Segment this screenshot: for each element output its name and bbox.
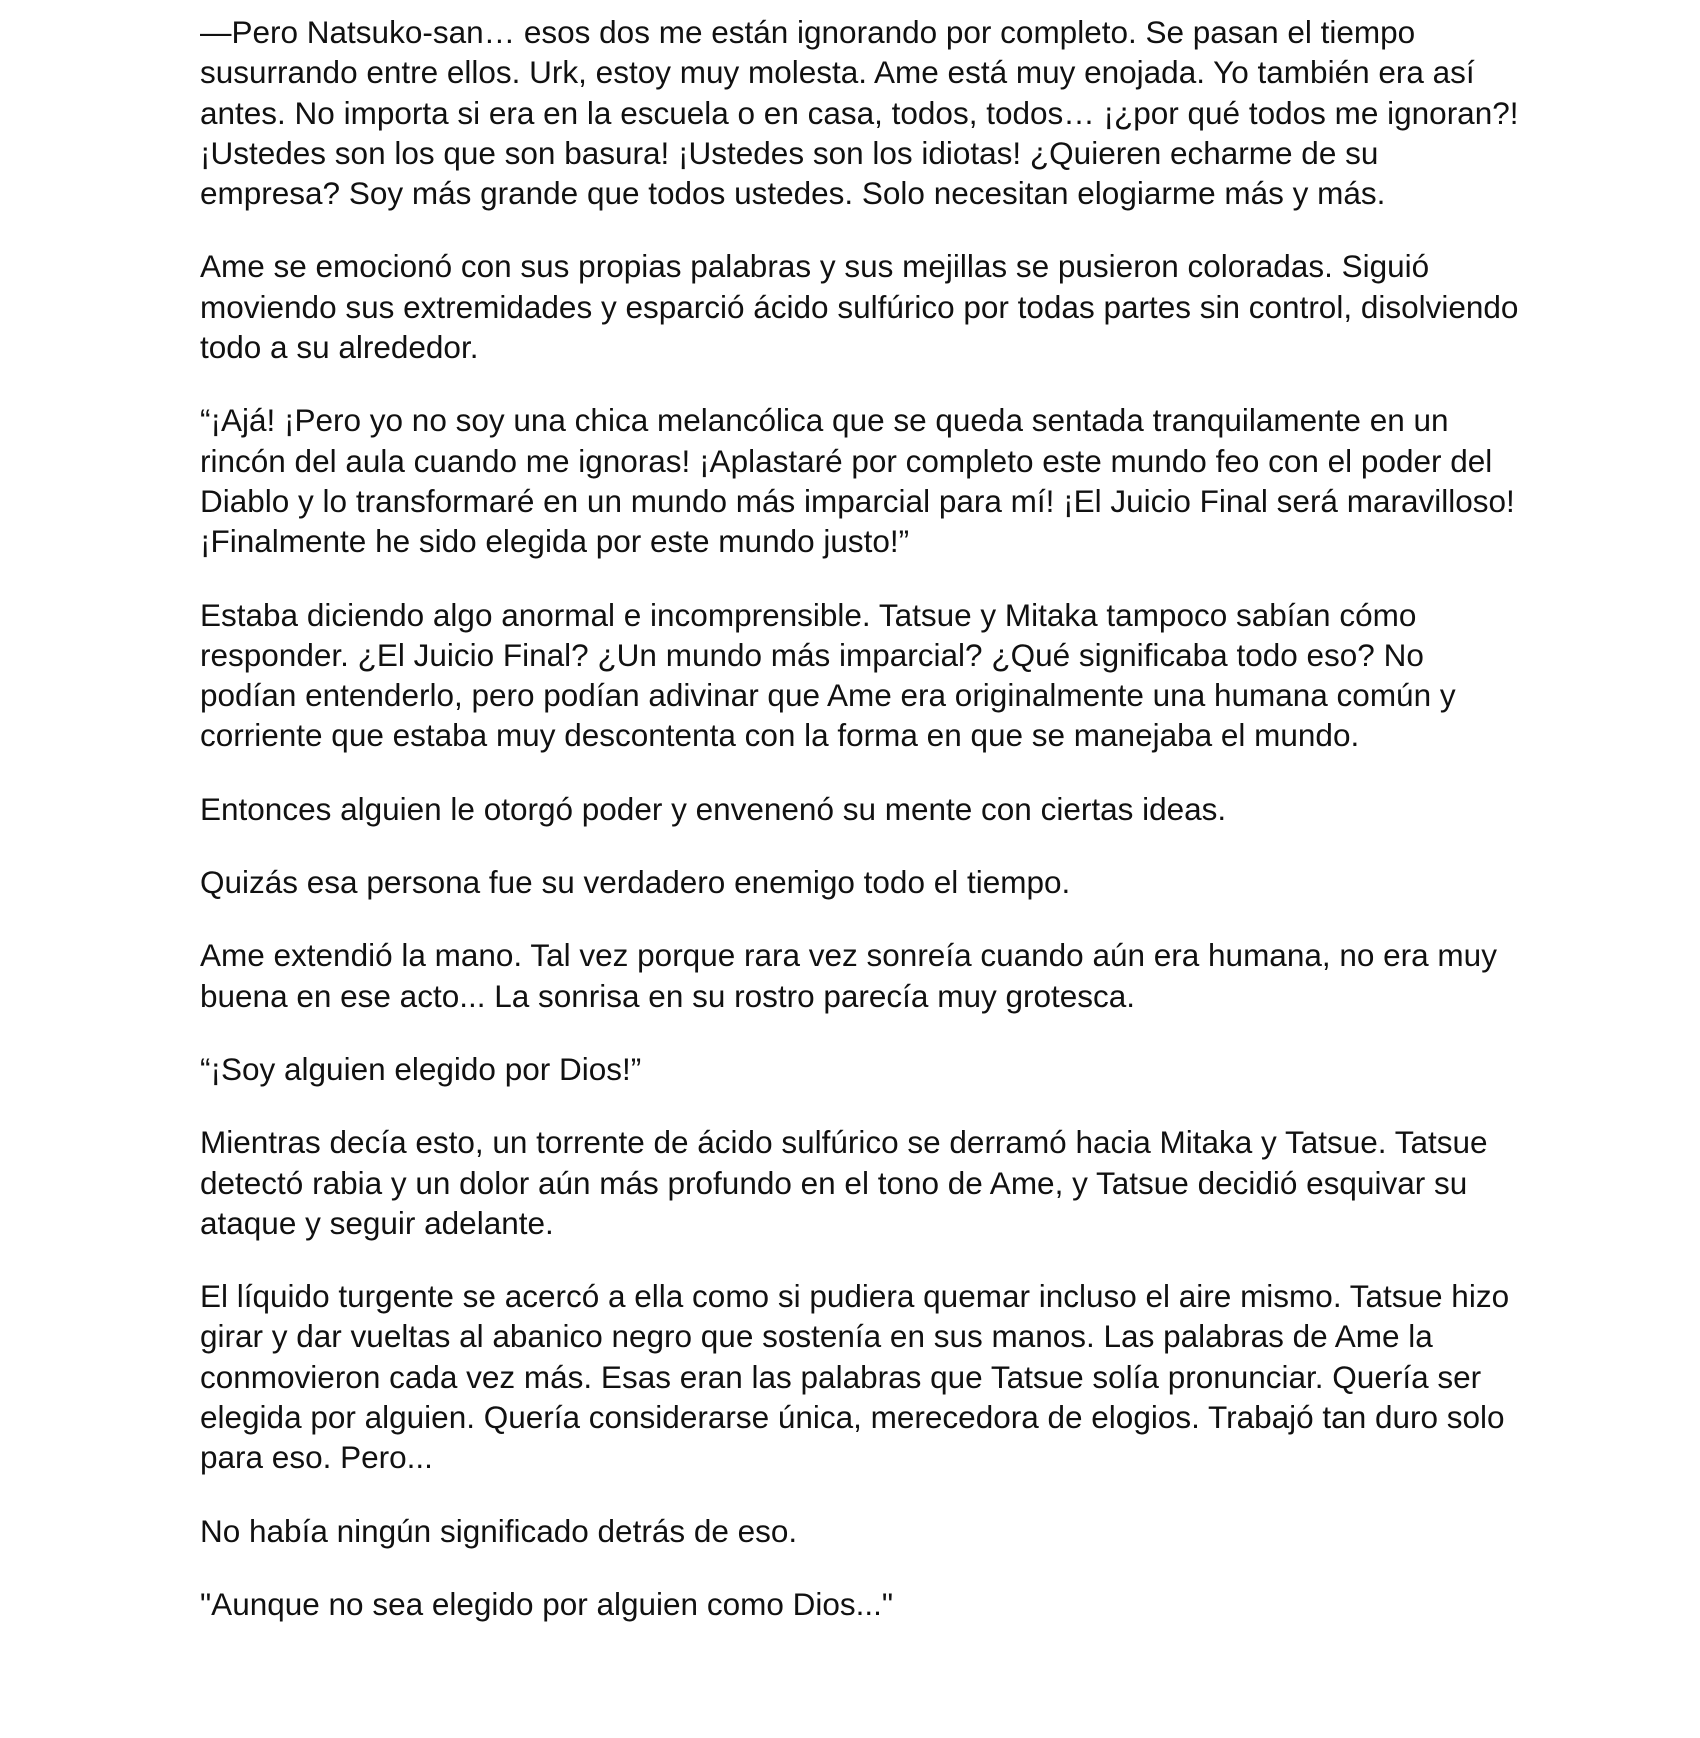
paragraph: Entonces alguien le otorgó poder y envenenó su mente con ciertas ideas. — [200, 790, 1227, 827]
paragraph: Quizás esa persona fue su verdadero enemigo todo el tiempo. — [200, 864, 1071, 901]
paragraph: No había ningún significado detrás de eso. — [200, 1512, 798, 1549]
paragraph: Ame se emocionó con sus propias palabras y sus mejillas se pusieron coloradas. Siguió moviendo sus extremidades y esparció ácido sulfúrico por todas partes sin control, disolviendo todo a su alrededor. — [200, 248, 1519, 366]
paragraph: Estaba diciendo algo anormal e incomprensible. Tatsue y Mitaka tampoco sabían cómo responder. ¿El Juicio Final? ¿Un mundo más imparcial? ¿Qué significaba todo eso? No podían entenderlo, pero podían adivinar que Ame era originalmente una humana común y corriente que estaba muy descontenta con la forma en que se manejaba el mundo. — [200, 596, 1456, 754]
paragraph: “¡Ajá! ¡Pero yo no soy una chica melancólica que se queda sentada tranquilamente en un rincón del aula cuando me ignoras! ¡Aplastaré por completo este mundo feo con el poder del Diablo y lo transformaré en un mundo más imparcial para mí! ¡El Juicio Final será maravilloso! ¡Finalmente he sido elegida por este mundo justo!” — [200, 402, 1515, 560]
paragraph: —Pero Natsuko-san… esos dos me están ignorando por completo. Se pasan el tiempo susurrando entre ellos. Urk, estoy muy molesta. Ame está muy enojada. Yo también era así antes. No importa si era en la escuela o en casa, todos, todos… ¡¿por qué todos me ignoran?! ¡Ustedes son los que son basura! ¡Ustedes son los idiotas! ¿Quieren echarme de su empresa? Soy más grande que todos ustedes. Solo necesitan elogiarme más y más. — [200, 14, 1519, 212]
document-body — [200, 12, 1520, 1657]
paragraph: Ame extendió la mano. Tal vez porque rara vez sonreía cuando aún era humana, no era muy buena en ese acto... La sonrisa en su rostro parecía muy grotesca. — [200, 937, 1497, 1014]
paragraph: "Aunque no sea elegido por alguien como Dios..." — [200, 1585, 894, 1622]
paragraph: “¡Soy alguien elegido por Dios!” — [200, 1050, 642, 1087]
paragraph: El líquido turgente se acercó a ella como si pudiera quemar incluso el aire mismo. Tatsue hizo girar y dar vueltas al abanico negro que sostenía en sus manos. Las palabras de Ame la conmovieron cada vez más. Esas eran las palabras que Tatsue solía pronunciar. Quería ser elegida por alguien. Quería considerarse única, merecedora de elogios. Trabajó tan duro solo para eso. Pero... — [200, 1278, 1510, 1476]
paragraph: Mientras decía esto, un torrente de ácido sulfúrico se derramó hacia Mitaka y Tatsue. Tatsue detectó rabia y un dolor aún más profundo en el tono de Ame, y Tatsue decidió esquivar su ataque y seguir adelante. — [200, 1124, 1488, 1241]
